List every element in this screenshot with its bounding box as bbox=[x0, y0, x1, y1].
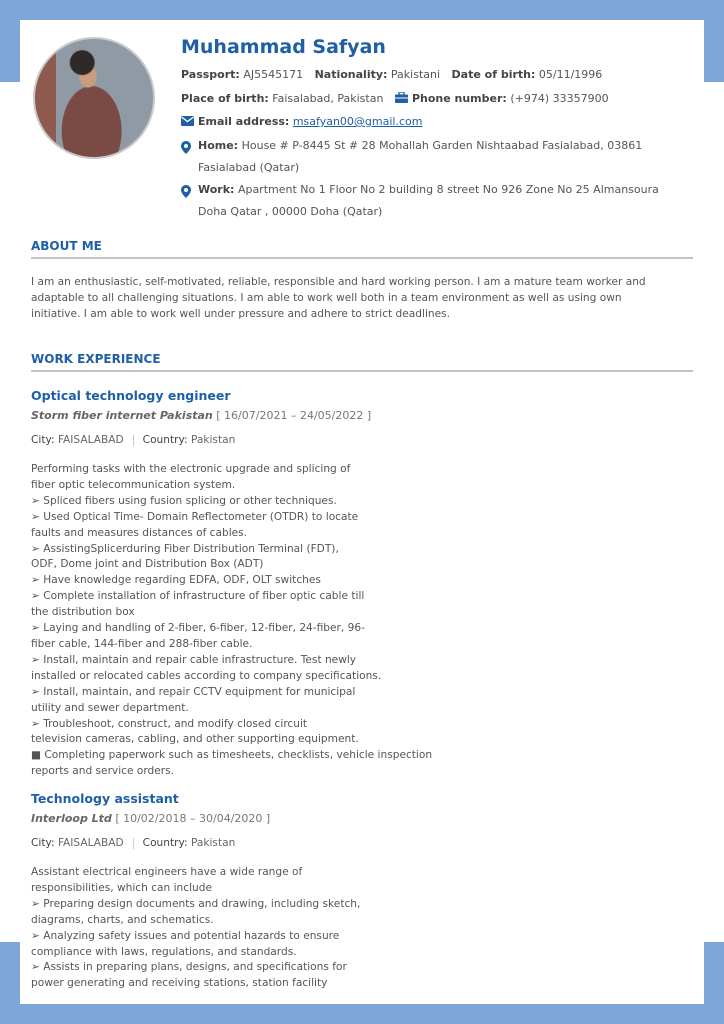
employer-name: Interloop Ltd bbox=[31, 812, 112, 825]
desc-line: ➢ Used Optical Time- Domain Reflectometer (OTDR) to locate bbox=[31, 510, 359, 523]
email-label: Email address: bbox=[198, 115, 290, 128]
separator bbox=[133, 838, 134, 849]
profile-photo bbox=[33, 37, 155, 159]
desc-line: ➢ Preparing design documents and drawing, including sketch, bbox=[31, 897, 361, 910]
country-value: Pakistan bbox=[190, 434, 236, 446]
desc-line: ■ Completing paperwork such as timesheets, checklists, vehicle inspection bbox=[31, 749, 433, 762]
country-label: Country: bbox=[142, 434, 188, 446]
briefcase-icon bbox=[395, 92, 408, 106]
desc-line: utility and sewer department. bbox=[31, 701, 189, 714]
candidate-name: Muhammad Safyan bbox=[181, 36, 386, 58]
country-value: Pakistan bbox=[190, 837, 236, 849]
desc-line: Performing tasks with the electronic upgrade and splicing of bbox=[31, 463, 351, 475]
job-employer-line bbox=[31, 409, 371, 422]
about-line: I am an enthusiastic, self-motivated, reliable, responsible and hard working person. I am a mature team worker and bbox=[31, 276, 646, 288]
job-title: Optical technology engineer bbox=[31, 388, 231, 403]
separator bbox=[133, 435, 134, 446]
desc-line: the distribution box bbox=[31, 606, 135, 619]
desc-line: diagrams, charts, and schematics. bbox=[31, 913, 214, 926]
city-value: FAISALABAD bbox=[57, 837, 124, 849]
desc-line: ➢ Spliced fibers using fusion splicing or other techniques. bbox=[31, 494, 337, 507]
home-line-2: Fasialabad (Qatar) bbox=[198, 161, 300, 174]
section-title-about: ABOUT ME bbox=[31, 239, 102, 253]
personal-info-line-2 bbox=[181, 92, 609, 106]
frame-top-right bbox=[704, 0, 724, 82]
city-label: City: bbox=[31, 434, 55, 446]
job-description bbox=[31, 865, 360, 992]
desc-line: faults and measures distances of cables. bbox=[31, 526, 248, 539]
phone-label: Phone number: bbox=[411, 92, 507, 105]
desc-line: ➢ Install, maintain, and repair CCTV equipment for municipal bbox=[31, 685, 356, 698]
frame-top-left bbox=[0, 0, 20, 82]
job-location bbox=[31, 837, 235, 849]
desc-line: installed or relocated cables according to company specifications. bbox=[31, 669, 382, 682]
desc-line: ➢ Troubleshoot, construct, and modify closed circuit bbox=[31, 717, 308, 730]
email-line bbox=[181, 115, 422, 129]
desc-line: ➢ Analyzing safety issues and potential hazards to ensure bbox=[31, 929, 340, 942]
pob-value: Faisalabad, Pakistan bbox=[272, 92, 384, 105]
frame-bottom-right bbox=[704, 942, 724, 1024]
job-title: Technology assistant bbox=[31, 791, 179, 806]
section-divider bbox=[31, 257, 693, 259]
job-dates: [ 16/07/2021 – 24/05/2022 ] bbox=[216, 409, 372, 422]
frame-bottom-left bbox=[0, 942, 20, 1024]
home-address bbox=[181, 135, 681, 179]
job-employer-line bbox=[31, 812, 270, 825]
desc-line: ➢ Install, maintain and repair cable infrastructure. Test newly bbox=[31, 653, 357, 666]
frame-bottom bbox=[0, 1004, 724, 1024]
desc-line: ➢ AssistingSplicerduring Fiber Distribution Terminal (FDT), bbox=[31, 542, 339, 555]
desc-line: fiber cable, 144-fiber and 288-fiber cable. bbox=[31, 637, 253, 650]
envelope-icon bbox=[181, 116, 194, 129]
desc-line: reports and service orders. bbox=[31, 765, 174, 778]
about-line: initiative. I am able to work well under pressure and adhere to strict deadlines. bbox=[31, 308, 451, 320]
employer-name: Storm fiber internet Pakistan bbox=[31, 409, 213, 422]
passport-label: Passport: bbox=[181, 68, 240, 81]
dob-value: 05/11/1996 bbox=[538, 68, 603, 81]
job-location bbox=[31, 434, 235, 446]
desc-line: ➢ Assists in preparing plans, designs, and specifications for bbox=[31, 961, 347, 974]
nationality-label: Nationality: bbox=[314, 68, 388, 81]
desc-line: ODF, Dome joint and Distribution Box (ADT) bbox=[31, 558, 264, 571]
passport-value: AJ5545171 bbox=[243, 68, 304, 81]
work-label: Work: bbox=[198, 183, 235, 196]
work-line-2: Doha Qatar , 00000 Doha (Qatar) bbox=[198, 205, 383, 218]
country-label: Country: bbox=[142, 837, 188, 849]
city-value: FAISALABAD bbox=[57, 434, 124, 446]
email-link[interactable]: msafyan00@gmail.com bbox=[292, 115, 423, 128]
pob-label: Place of birth: bbox=[181, 92, 269, 105]
about-text bbox=[31, 274, 696, 322]
desc-line: power generating and receiving stations, station facility bbox=[31, 977, 328, 990]
personal-info-line-1 bbox=[181, 68, 602, 81]
desc-line: fiber optic telecommunication system. bbox=[31, 478, 236, 491]
desc-line: ➢ Complete installation of infrastructure of fiber optic cable till bbox=[31, 590, 365, 603]
job-description bbox=[31, 462, 432, 780]
frame-top bbox=[0, 0, 724, 20]
desc-line: Assistant electrical engineers have a wide range of bbox=[31, 866, 303, 878]
map-pin-icon bbox=[181, 140, 191, 162]
nationality-value: Pakistani bbox=[390, 68, 441, 81]
work-line-1: Apartment No 1 Floor No 2 building 8 street No 926 Zone No 25 Almansoura bbox=[237, 183, 659, 196]
resume-page bbox=[20, 20, 704, 1004]
map-pin-icon bbox=[181, 184, 191, 206]
section-title-work: WORK EXPERIENCE bbox=[31, 352, 161, 366]
job-dates: [ 10/02/2018 – 30/04/2020 ] bbox=[115, 812, 271, 825]
desc-line: compliance with laws, regulations, and standards. bbox=[31, 945, 297, 958]
desc-line: responsibilities, which can include bbox=[31, 881, 212, 894]
work-address bbox=[181, 179, 681, 223]
phone-value: (+974) 33357900 bbox=[510, 92, 609, 105]
desc-line: ➢ Have knowledge regarding EDFA, ODF, OLT switches bbox=[31, 574, 321, 587]
desc-line: television cameras, cabling, and other supporting equipment. bbox=[31, 733, 359, 746]
desc-line: ➢ Laying and handling of 2-fiber, 6-fiber, 12-fiber, 24-fiber, 96- bbox=[31, 622, 365, 635]
city-label: City: bbox=[31, 837, 55, 849]
dob-label: Date of birth: bbox=[451, 68, 536, 81]
home-line-1: House # P-8445 St # 28 Mohallah Garden Nishtaabad Fasialabad, 03861 bbox=[241, 139, 643, 152]
about-line: adaptable to all challenging situations. I am able to work well both in a team environment as well as using own bbox=[31, 292, 622, 304]
home-label: Home: bbox=[198, 139, 239, 152]
section-divider bbox=[31, 370, 693, 372]
